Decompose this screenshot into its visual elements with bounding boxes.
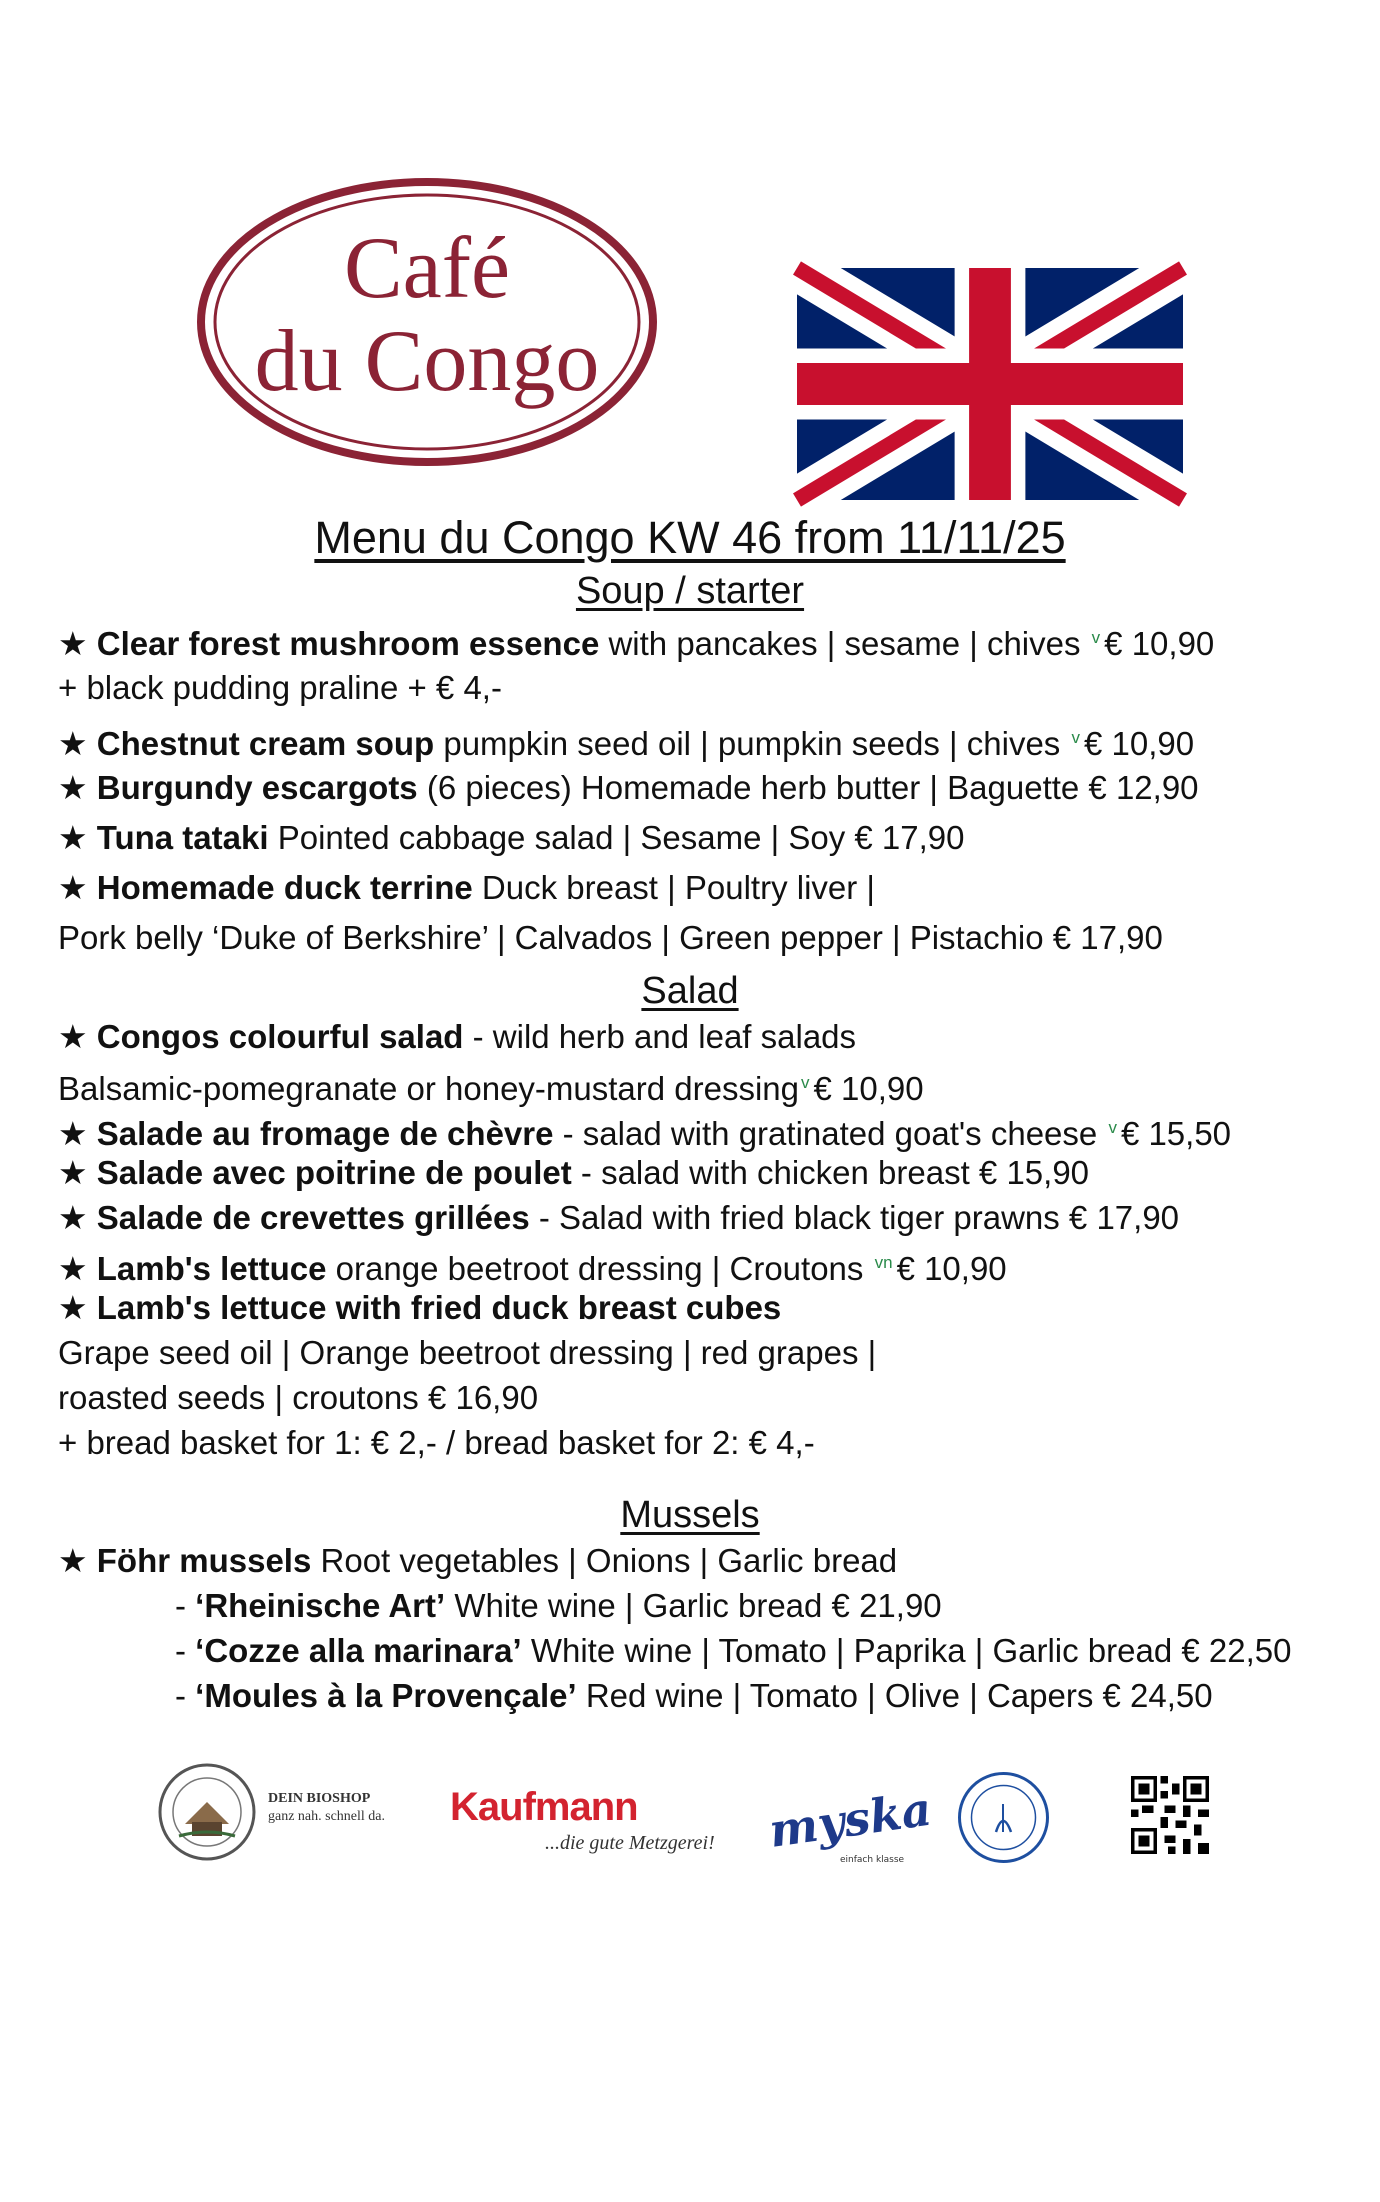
dish-price: € 10,90 [813, 1070, 924, 1107]
dish-description: Duck breast | Poultry liver | [472, 869, 876, 906]
myska-tagline: einfach klasse [840, 1855, 905, 1865]
dish-name: ‘Moules à la Provençale’ [195, 1677, 577, 1714]
star-icon: ★ [58, 819, 88, 856]
menu-item [58, 1195, 1179, 1241]
menu-extra: + bread basket for 1: € 2,- / bread basket for 2: € 4,- [58, 1424, 815, 1461]
section-heading-soup: Soup / starter [575, 570, 805, 612]
section-heading-salad: Salad [641, 970, 739, 1012]
dish-price: € 15,50 [1120, 1115, 1232, 1152]
menu-item [58, 1150, 1089, 1196]
menu-subitem [175, 1583, 942, 1629]
star-icon: ★ [58, 869, 88, 906]
menu-item [58, 1014, 856, 1060]
cafe-du-congo-logo [195, 172, 660, 472]
dish-description: - Salad with fried black tiger prawns € 17,90 [529, 1199, 1180, 1236]
dish-description: (6 pieces) Homemade herb butter | Baguette € 12,90 [417, 769, 1199, 806]
dish-name: Salade avec poitrine de poulet [96, 1154, 572, 1191]
vegan-mark: vn [874, 1253, 893, 1272]
dish-description: White wine | Tomato | Paprika | Garlic bread € 22,50 [521, 1632, 1292, 1669]
menu-item [58, 715, 1194, 767]
cila-circle-logo [956, 1770, 1051, 1865]
vegetarian-mark: v [1108, 1118, 1117, 1137]
bioshop-seal-logo [157, 1762, 257, 1862]
menu-item [58, 865, 875, 911]
dish-name: Salade de crevettes grillées [96, 1199, 530, 1236]
dish-description: with pancakes | sesame | chives [599, 625, 1081, 662]
kaufmann-tagline: ...die gute Metzgerei! [545, 1832, 715, 1854]
dash: - [175, 1587, 196, 1624]
dish-name: Lamb's lettuce with fried duck breast cubes [96, 1289, 782, 1326]
star-icon: ★ [58, 1154, 88, 1191]
menu-subitem [175, 1628, 1291, 1674]
menu-item [58, 815, 964, 861]
dish-name: Föhr mussels [96, 1542, 312, 1579]
kaufmann-logo: Kaufmann [450, 1785, 638, 1829]
star-icon: ★ [58, 1018, 88, 1055]
uk-flag-icon [797, 268, 1183, 500]
vegetarian-mark: v [801, 1073, 810, 1092]
section-heading-mussels: Mussels [620, 1494, 760, 1536]
star-icon: ★ [58, 1289, 88, 1326]
svg-text:Café: Café [343, 220, 511, 317]
dish-price: € 10,90 [896, 1250, 1007, 1287]
menu-extra: Grape seed oil | Orange beetroot dressing | red grapes | [58, 1334, 877, 1371]
menu-extra: + black pudding praline + € 4,- [58, 669, 502, 706]
star-icon: ★ [58, 1115, 88, 1152]
menu-item [58, 615, 1214, 667]
star-icon: ★ [58, 1199, 88, 1236]
dish-name: Burgundy escargots [96, 769, 418, 806]
dish-price: € 10,90 [1104, 625, 1215, 662]
svg-text:du Congo: du Congo [254, 313, 600, 410]
dish-description: - wild herb and leaf salads [463, 1018, 857, 1055]
bioshop-text [268, 1790, 385, 1826]
vegetarian-mark: v [1071, 728, 1080, 747]
dish-description: Balsamic-pomegranate or honey-mustard dressing [58, 1070, 800, 1107]
dish-name: Chestnut cream soup [96, 725, 435, 762]
dish-description: Red wine | Tomato | Olive | Capers € 24,50 [576, 1677, 1213, 1714]
dish-description: pumpkin seed oil | pumpkin seeds | chives [434, 725, 1061, 762]
dish-name: Clear forest mushroom essence [96, 625, 600, 662]
dish-description: Root vegetables | Onions | Garlic bread [311, 1542, 898, 1579]
dish-description: Pointed cabbage salad | Sesame | Soy € 17,90 [268, 819, 965, 856]
dish-name: Lamb's lettuce [96, 1250, 327, 1287]
dish-price: € 10,90 [1083, 725, 1195, 762]
star-icon: ★ [58, 1250, 88, 1287]
menu-item [58, 1538, 897, 1584]
menu-title: Menu du Congo KW 46 from 11/11/25 [314, 512, 1066, 563]
dish-name: Tuna tataki [96, 819, 269, 856]
menu-extra: Pork belly ‘Duke of Berkshire’ | Calvados | Green pepper | Pistachio € 17,90 [58, 919, 1163, 956]
dish-name: Congos colourful salad [96, 1018, 464, 1055]
dash: - [175, 1677, 196, 1714]
star-icon: ★ [58, 1542, 88, 1579]
dish-name: ‘Rheinische Art’ [195, 1587, 446, 1624]
dish-name: Salade au fromage de chèvre [96, 1115, 554, 1152]
dish-description: - salad with chicken breast € 15,90 [571, 1154, 1090, 1191]
myska-wordmark: myska [765, 1781, 935, 1858]
qr-code-icon[interactable] [1131, 1776, 1209, 1854]
star-icon: ★ [58, 725, 88, 762]
star-icon: ★ [58, 769, 88, 806]
myska-logo [765, 1781, 935, 1870]
dish-description: orange beetroot dressing | Croutons [326, 1250, 864, 1287]
bioshop-tagline: ganz nah. schnell da. [268, 1809, 386, 1824]
dish-description: - salad with gratinated goat's cheese [553, 1115, 1098, 1152]
bioshop-name: DEIN BIOSHOP [268, 1791, 371, 1806]
menu-item [58, 1285, 781, 1331]
dish-description: White wine | Garlic bread € 21,90 [445, 1587, 942, 1624]
menu-extra: roasted seeds | croutons € 16,90 [58, 1379, 539, 1416]
vegetarian-mark: v [1091, 628, 1101, 647]
menu-item [58, 765, 1199, 811]
dish-name: ‘Cozze alla marinara’ [195, 1632, 522, 1669]
dish-name: Homemade duck terrine [96, 869, 473, 906]
dash: - [175, 1632, 196, 1669]
menu-subitem [175, 1673, 1213, 1719]
star-icon: ★ [58, 625, 88, 662]
